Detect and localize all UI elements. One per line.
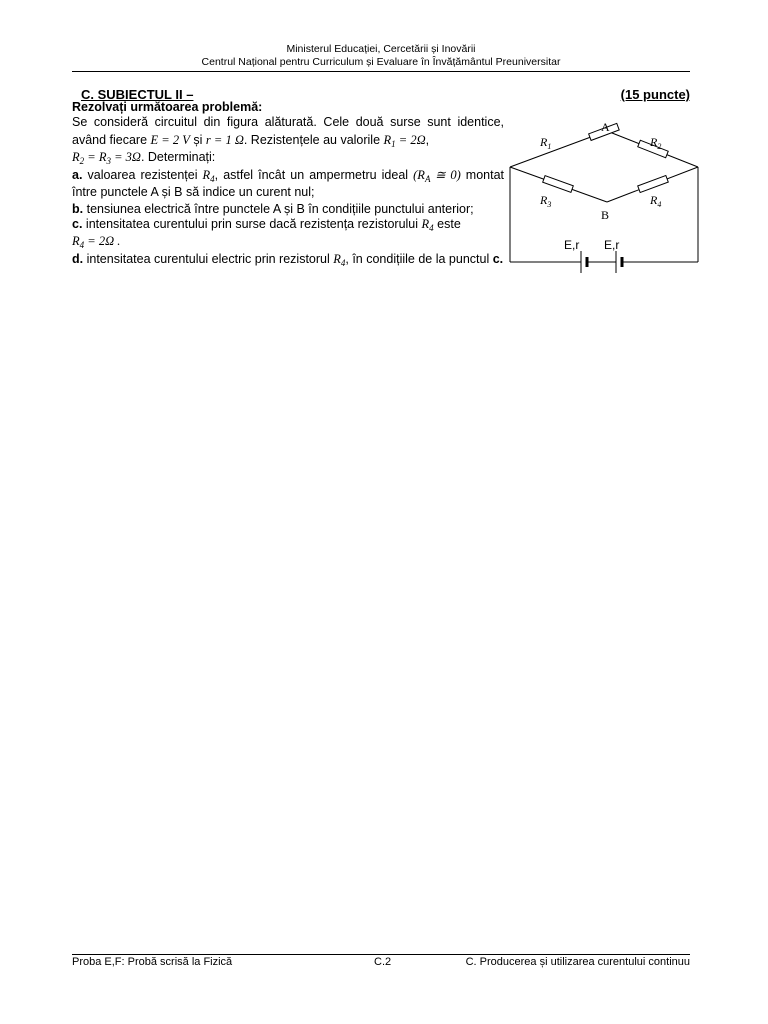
footer-divider bbox=[72, 954, 690, 955]
footer-page-code: C.2 bbox=[374, 956, 392, 968]
item-a: a. valoarea rezistenței $R_4$, astfel încât un ampermetru ideal ($R_A$ ≅ 0) montat între punctele A și B să indice un curent nul; bbox=[72, 167, 505, 199]
item-c: c. intensitatea curentului prin surse dacă rezistența rezistorului $R_4$ este bbox=[72, 216, 461, 233]
footer-exam-name: Proba E,F: Probă scrisă la Fizică bbox=[72, 956, 233, 968]
resistor-r3 bbox=[543, 176, 574, 193]
resistor-r4 bbox=[638, 175, 669, 192]
item-d: d. intensitatea curentului electric prin rezistorul $R_4$, în condițiile de la punctul c. bbox=[72, 251, 504, 268]
node-a-label: A bbox=[601, 120, 610, 134]
item-c-value: $R_4 = 2\Omega$ . bbox=[72, 234, 121, 250]
footer-chapter: C. Producerea și utilizarea curentului continuu bbox=[465, 956, 690, 968]
source-1-label: E,r bbox=[564, 238, 580, 252]
node-b-label: B bbox=[601, 208, 610, 222]
subject-points: (15 puncte) bbox=[620, 87, 690, 102]
item-b: b. tensiunea electrică între punctele A și B în condițiile punctului anterior; bbox=[72, 201, 474, 216]
r3-label: $R_3$ bbox=[540, 193, 552, 209]
circuit-diagram bbox=[508, 117, 703, 287]
subject-title: C. SUBIECTUL II – bbox=[81, 87, 194, 102]
ministry-line: Ministerul Educației, Cercetării și Inovării bbox=[286, 43, 476, 55]
r1-label: $R_1$ bbox=[540, 135, 552, 151]
r2-label: $R_2$ bbox=[650, 135, 662, 151]
document-header bbox=[72, 43, 690, 69]
source-2-label: E,r bbox=[604, 238, 620, 252]
internal-resistance-value: r = 1 Ω bbox=[205, 132, 244, 147]
r2-r3-value: $R_2 = R_3 = 3\Omega$ bbox=[72, 150, 141, 166]
header-divider bbox=[72, 71, 690, 72]
document-footer bbox=[72, 956, 690, 970]
emf-value: E = 2 V bbox=[150, 132, 190, 147]
problem-instruction: Rezolvați următoarea problemă: bbox=[72, 100, 263, 114]
center-line: Centrul Național pentru Curriculum și Evaluare în Învățământul Preuniversitar bbox=[201, 56, 561, 68]
r1-value: $R_1 = 2\Omega$ bbox=[383, 132, 426, 149]
problem-intro: Se consideră circuitul din figura alăturată. Cele două surse sunt identice, având fiecare E = 2 V și r = 1 Ω. Rezistențele au valorile $R_1 = 2\Omega$, bbox=[72, 115, 504, 149]
r4-label: $R_4$ bbox=[650, 193, 662, 209]
problem-statement bbox=[72, 100, 504, 268]
problem-values-line: $R_2 = R_3 = 3\Omega$. Determinați: bbox=[72, 150, 216, 166]
